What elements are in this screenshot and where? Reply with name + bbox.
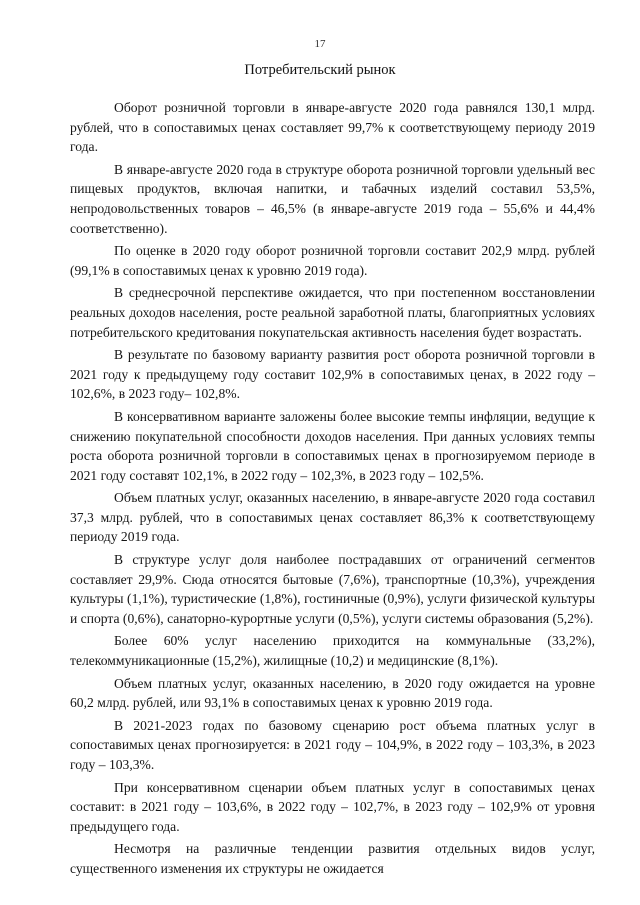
paragraph-conservative-scenario: В консервативном варианте заложены более высокие темпы инфляции, ведущие к снижению покупательной способности доходов населения. При данных условиях темпы роста оборота розничной торговли в сопоставимых ценах в прогнозируемом периоде в 2021 году составят 102,1%, в 2022 году – 102,3%, в 2023 году – 102,5%. — [70, 408, 595, 483]
paragraph-turnover-estimate: По оценке в 2020 году оборот розничной торговли составит 202,9 млрд. рублей (99,1% в сопоставимых ценах к уровню 2019 года). — [70, 243, 595, 278]
paragraph-base-scenario: В результате по базовому варианту развития рост оборота розничной торговли в 2021 году к предыдущему году составит 102,9% в сопоставимых ценах, в 2022 году – 102,6%, в 2023 году– 102,8%. — [70, 347, 595, 402]
paragraph-services-2020-estimate: Объем платных услуг, оказанных населению, в 2020 году ожидается на уровне 60,2 млрд. рублей, или 93,1% в сопоставимых ценах к уровню 2019 года. — [70, 675, 595, 711]
paragraph-services-share: Более 60% услуг населению приходится на коммунальные (33,2%), телекоммуникационные (15,2%), жилищные (10,2) и медицинские (8,1%). — [70, 633, 595, 669]
paragraph-turnover-structure: В январе-августе 2020 года в структуре оборота розничной торговли удельный вес пищевых продуктов, включая напитки, и табачных изделий составил 53,5%, непродовольственных товаров – 46,5% (в январе-августе 2019 года – 55,6% и 44,4% соответственно). — [70, 161, 595, 236]
paragraph-services-structure: В структуре услуг доля наиболее пострадавших от ограничений сегментов составляет 29,9%. Сюда относятся бытовые (7,6%), транспортные (10,3%), учреждения культуры (1,1%), туристические (1,8%), гостиничные (0,9%), услуги физической культуры и спорта (0,6%), санаторно-курортные услуги (0,5%), услуги системы образования (5,2%). — [70, 552, 595, 626]
paragraph-services-base-forecast: В 2021-2023 годах по базовому сценарию рост объема платных услуг в сопоставимых ценах прогнозируется: в 2021 году – 104,9%, в 2022 году – 103,3%, в 2023 году – 103,3%. — [70, 717, 595, 772]
paragraph-paid-services-volume: Объем платных услуг, оказанных населению, в январе-августе 2020 года составил 37,3 млрд. рублей, что в сопоставимых ценах составляет 86,3% к соответствующему периоду 2019 года. — [70, 490, 595, 545]
document-body — [70, 98, 595, 882]
page-number: 17 — [314, 38, 326, 50]
paragraph-services-conservative-forecast: При консервативном сценарии объем платных услуг в сопоставимых ценах составит: в 2021 году – 103,6%, в 2022 году – 102,7%, в 2023 году – 102,9% от уровня предыдущего года. — [70, 779, 595, 834]
paragraph-retail-turnover: Оборот розничной торговли в январе-августе 2020 года равнялся 130,1 млрд. рублей, что в сопоставимых ценах составляет 99,7% к соответствующему периоду 2019 года. — [70, 100, 595, 155]
paragraph-medium-term-outlook: В среднесрочной перспективе ожидается, что при постепенном восстановлении реальных доходов населения, росте реальной заработной платы, благоприятных условиях потребительского кредитования покупательская активность населения будет возрастать. — [70, 285, 595, 340]
section-title: Потребительский рынок — [244, 62, 396, 78]
paragraph-services-structure-outlook: Несмотря на различные тенденции развития отдельных видов услуг, существенного изменения их структуры не ожидается — [70, 841, 595, 876]
